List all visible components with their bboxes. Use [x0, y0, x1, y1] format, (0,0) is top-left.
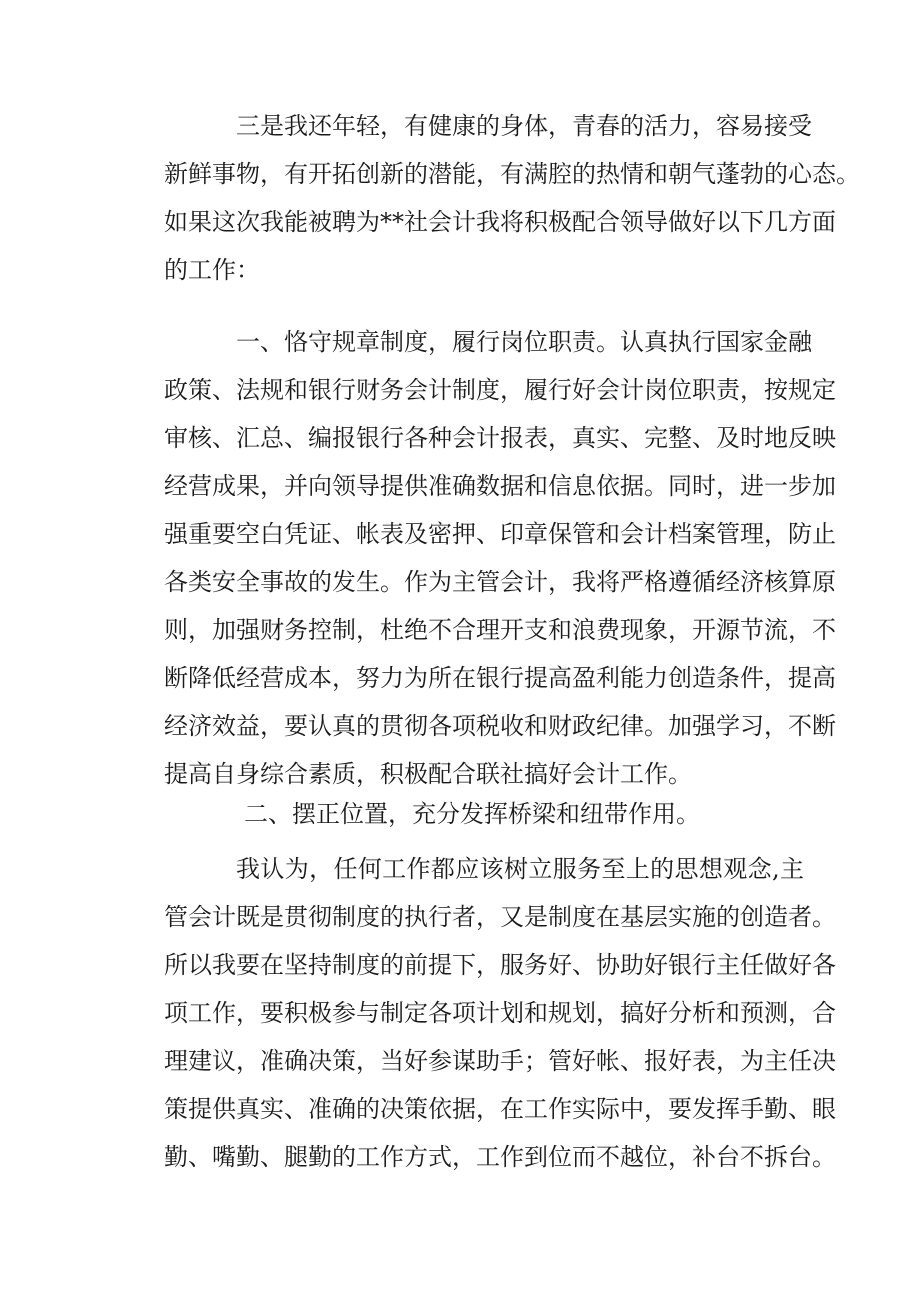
paragraph-section-one — [164, 318, 836, 798]
text-line: 策提供真实、准确的决策依据，在工作实际中，要发挥手勤、眼 — [164, 1095, 836, 1123]
text-line: 经济效益，要认真的贯彻各项税收和财政纪律。加强学习，不断 — [164, 712, 836, 740]
section-two-heading-line: 二、摆正位置，充分发挥桥梁和纽带作用。 — [244, 800, 700, 828]
text-line: 各类安全事故的发生。作为主管会计，我将严格遵循经济核算原 — [164, 568, 836, 596]
paragraph-personal-strengths — [164, 102, 860, 294]
text-line: 如果这次我能被聘为**社会计我将积极配合领导做好以下几方面 — [164, 208, 836, 236]
text-line: 管会计既是贯彻制度的执行者，又是制度在基层实施的创造者。 — [164, 903, 836, 931]
text-line: 项工作，要积极参与制定各项计划和规划，搞好分析和预测，合 — [164, 999, 836, 1027]
text-line: 强重要空白凭证、帐表及密押、印章保管和会计档案管理，防止 — [164, 520, 836, 548]
text-line: 断降低经营成本，努力为所在银行提高盈利能力创造条件，提高 — [164, 664, 836, 692]
text-line: 理建议，准确决策，当好参谋助手；管好帐、报好表，为主任决 — [164, 1047, 836, 1075]
text-line: 审核、汇总、编报银行各种会计报表，真实、完整、及时地反映 — [164, 424, 836, 452]
section-two-heading — [164, 790, 804, 838]
text-line: 提高自身综合素质，积极配合联社搞好会计工作。 — [164, 760, 692, 788]
text-line: 我认为，任何工作都应该树立服务至上的思想观念,主 — [236, 855, 804, 883]
section-one-heading-line: 一、恪守规章制度，履行岗位职责。认真执行国家金融 — [236, 328, 812, 356]
text-line: 新鲜事物，有开拓创新的潜能，有满腔的热情和朝气蓬勃的心态。 — [164, 160, 860, 188]
text-line: 勤、嘴勤、腿勤的工作方式，工作到位而不越位，补台不拆台。 — [164, 1143, 836, 1171]
text-line: 则，加强财务控制，杜绝不合理开支和浪费现象，开源节流，不 — [164, 616, 836, 644]
text-line: 所以我要在坚持制度的前提下，服务好、协助好银行主任做好各 — [164, 951, 836, 979]
text-line: 经营成果，并向领导提供准确数据和信息依据。同时，进一步加 — [164, 472, 836, 500]
text-line: 三是我还年轻，有健康的身体，青春的活力，容易接受 — [236, 112, 812, 140]
paragraph-section-two-body — [164, 845, 836, 1181]
text-line: 政策、法规和银行财务会计制度，履行好会计岗位职责，按规定 — [164, 376, 836, 404]
text-line: 的工作： — [164, 256, 260, 284]
